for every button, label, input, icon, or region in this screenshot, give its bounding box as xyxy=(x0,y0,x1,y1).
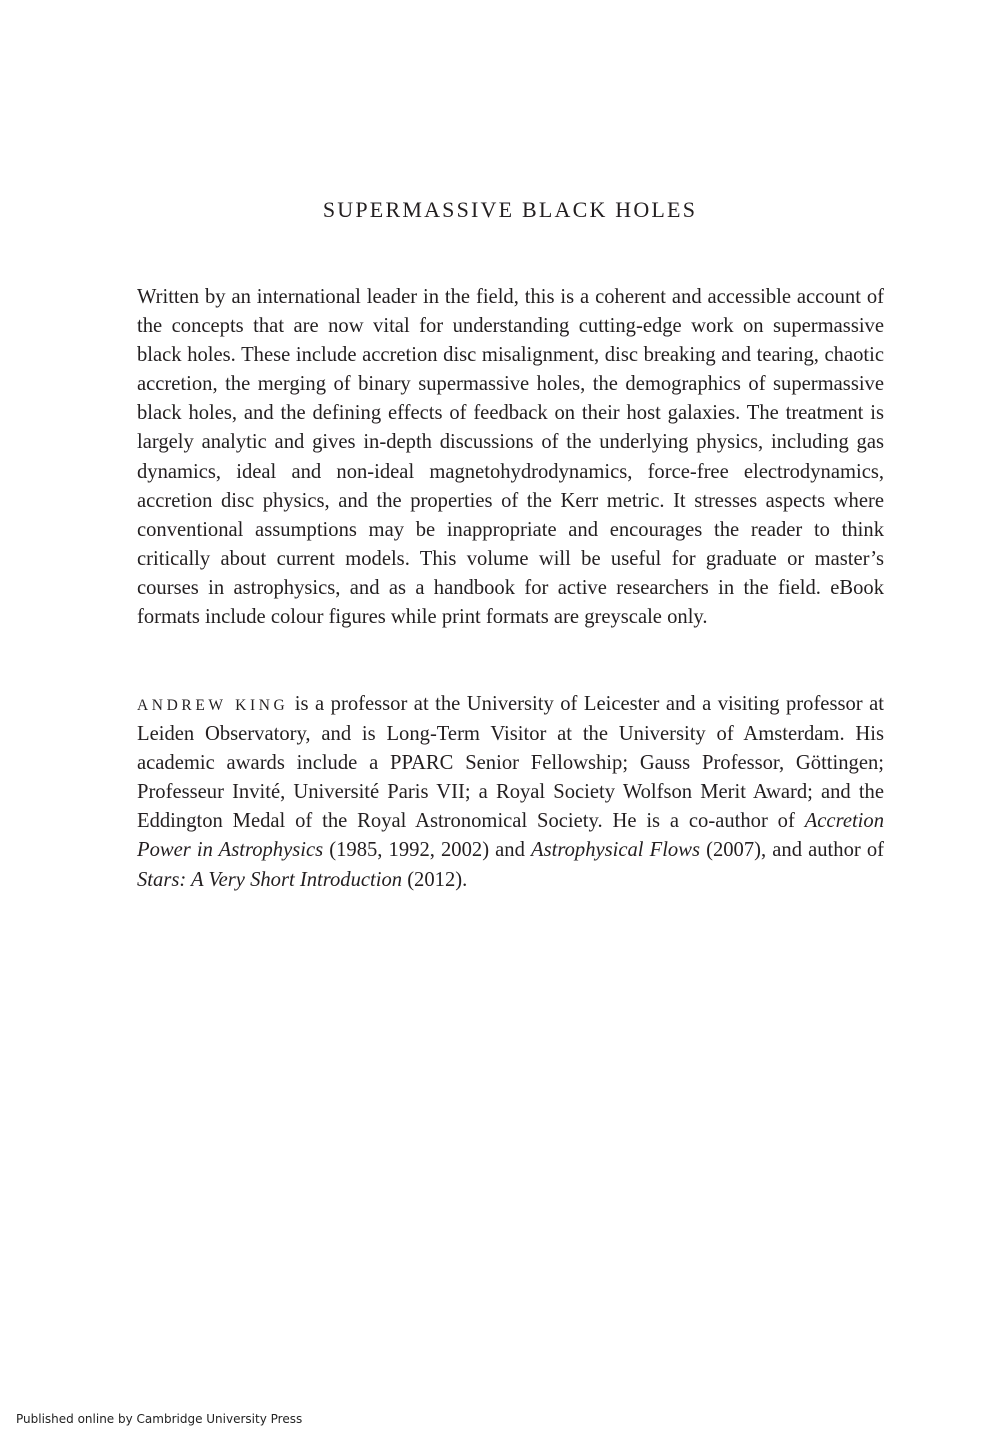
work-title: Stars: A Very Short Introduction xyxy=(137,868,403,891)
work-title: Astrophysical Flows xyxy=(531,839,700,862)
bio-text: is a professor at the University of Leicester and a visiting professor at Leiden Observatory, and is Long-Term Visitor at the University of Amsterdam. His academic awards include a PPARC Senior Fellowship; Gauss Professor, Göttingen; Professeur Invité, Université Paris VII; a Royal Society Wolfson Merit Award; and the Eddington Medal of the Royal Astronomical Society. He is a co-author of xyxy=(137,693,884,833)
bio-text: (2007), and author of xyxy=(699,839,884,862)
author-bio xyxy=(137,690,884,895)
author-name: ANDREW KING xyxy=(137,697,289,714)
work-title: Accretion Power in Astrophysics xyxy=(137,810,884,862)
publisher-footer: Published online by Cambridge University Press xyxy=(16,1412,303,1426)
book-blurb: Written by an international leader in the field, this is a coherent and accessible account of the concepts that are now vital for understanding cutting-edge work on supermassive black holes. These include accretion disc misalignment, disc breaking and tearing, chaotic accretion, the merging of binary supermassive holes, the demographics of supermassive black holes, and the defining effects of feedback on their host galaxies. The treatment is largely analytic and gives in-depth discussions of the underlying physics, including gas dynamics, ideal and non-ideal magnetohydrodynamics, force-free electrodynamics, accretion disc physics, and the properties of the Kerr metric. It stresses aspects where conventional assumptions may be inappropriate and encourages the reader to think critically about current models. This volume will be useful for graduate or master’s courses in astrophysics, and as a handbook for active researchers in the field. eBook formats include colour figures while print formats are greyscale only. xyxy=(137,286,884,629)
bio-text: (1985, 1992, 2002) and xyxy=(323,839,532,862)
bio-text: (2012). xyxy=(402,868,468,891)
book-title: SUPERMASSIVE BLACK HOLES xyxy=(322,197,698,222)
